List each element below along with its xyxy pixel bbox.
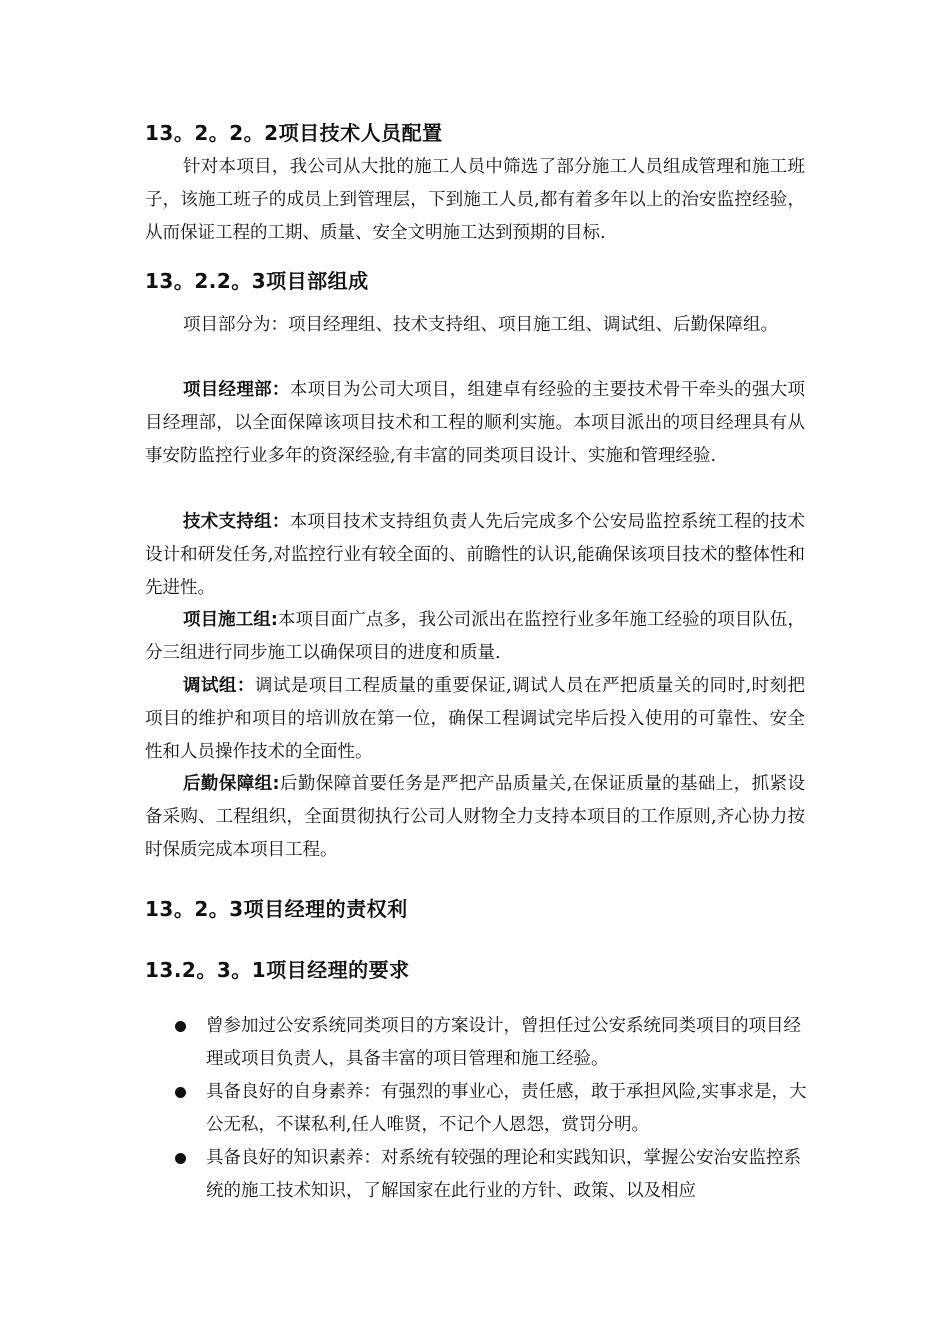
section-heading: 13。2。2。2项目技术人员配置 bbox=[145, 121, 443, 145]
paragraph-text: 调试是项目工程质量的重要保证,调试人员在严把质量关的同时,时刻把项目的维护和项目的培训放在第一位，确保工程调试完毕后投入使用的可靠性、安全性和人员操作技术的全面性。 bbox=[145, 676, 806, 762]
list-item-text: 具备良好的知识素养：对系统有较强的理论和实践知识，掌握公安治安监控系统的施工技术知识，了解国家在此行业的方针、政策、以及相应 bbox=[206, 1148, 801, 1201]
paragraph-text: 本项目面广点多，我公司派出在监控行业多年施工经验的项目队伍，分三组进行同步施工以确保项目的进度和质量. bbox=[145, 610, 805, 663]
list-item-text: 曾参加过公安系统同类项目的方案设计，曾担任过公安系统同类项目的项目经理或项目负责人，具备丰富的项目管理和施工经验。 bbox=[206, 1016, 801, 1069]
paragraph-label: 项目经理部： bbox=[183, 380, 290, 400]
paragraph-text: 本项目技术支持组负责人先后完成多个公安局监控系统工程的技术设计和研发任务,对监控行业有较全面的、前瞻性的认识,能确保该项目技术的整体性和先进性。 bbox=[145, 512, 806, 598]
paragraph-project-manager bbox=[145, 374, 805, 473]
list-item bbox=[170, 1010, 810, 1076]
section-heading: 13。2.2。3项目部组成 bbox=[145, 269, 369, 293]
paragraph-label: 项目施工组: bbox=[183, 610, 278, 630]
bullet-icon bbox=[175, 1087, 186, 1098]
paragraph-label: 后勤保障组: bbox=[183, 774, 280, 794]
section-heading: 13。2。3项目经理的责权利 bbox=[145, 897, 408, 921]
requirements-list bbox=[170, 1010, 810, 1208]
paragraph-text: 本项目为公司大项目，组建卓有经验的主要技术骨干牵头的强大项目经理部，以全面保障该项目技术和工程的顺利实施。本项目派出的项目经理具有从事安防监控行业多年的资深经验,有丰富的同类项目设计、实施和管理经验. bbox=[145, 380, 806, 466]
paragraph-debugging bbox=[145, 670, 805, 769]
paragraph: 项目部分为：项目经理组、技术支持组、项目施工组、调试组、后勤保障组。 bbox=[183, 315, 778, 335]
paragraph-label: 调试组： bbox=[183, 676, 255, 696]
section-heading: 13.2。3。1项目经理的要求 bbox=[145, 958, 410, 982]
paragraph-construction bbox=[145, 604, 805, 670]
list-item-text: 具备良好的自身素养：有强烈的事业心，责任感，敢于承担风险,实事求是，大公无私，不谋私利,任人唯贤，不记个人恩怨，赏罚分明。 bbox=[206, 1082, 807, 1135]
paragraph-logistics bbox=[145, 768, 805, 867]
bullet-icon bbox=[175, 1153, 186, 1164]
list-item bbox=[170, 1142, 810, 1208]
paragraph-tech-support bbox=[145, 506, 805, 605]
bullet-icon bbox=[175, 1021, 186, 1032]
paragraph-text: 后勤保障首要任务是严把产品质量关,在保证质量的基础上，抓紧设备采购、工程组织，全面贯彻执行公司人财物全力支持本项目的工作原则,齐心协力按时保质完成本项目工程。 bbox=[145, 774, 805, 860]
list-item bbox=[170, 1076, 810, 1142]
paragraph: 针对本项目，我公司从大批的施工人员中筛选了部分施工人员组成管理和施工班子，该施工班子的成员上到管理层，下到施工人员,都有着多年以上的治安监控经验，从而保证工程的工期、质量、安全文明施工达到预期的目标. bbox=[145, 157, 805, 243]
paragraph-label: 技术支持组： bbox=[183, 512, 290, 532]
